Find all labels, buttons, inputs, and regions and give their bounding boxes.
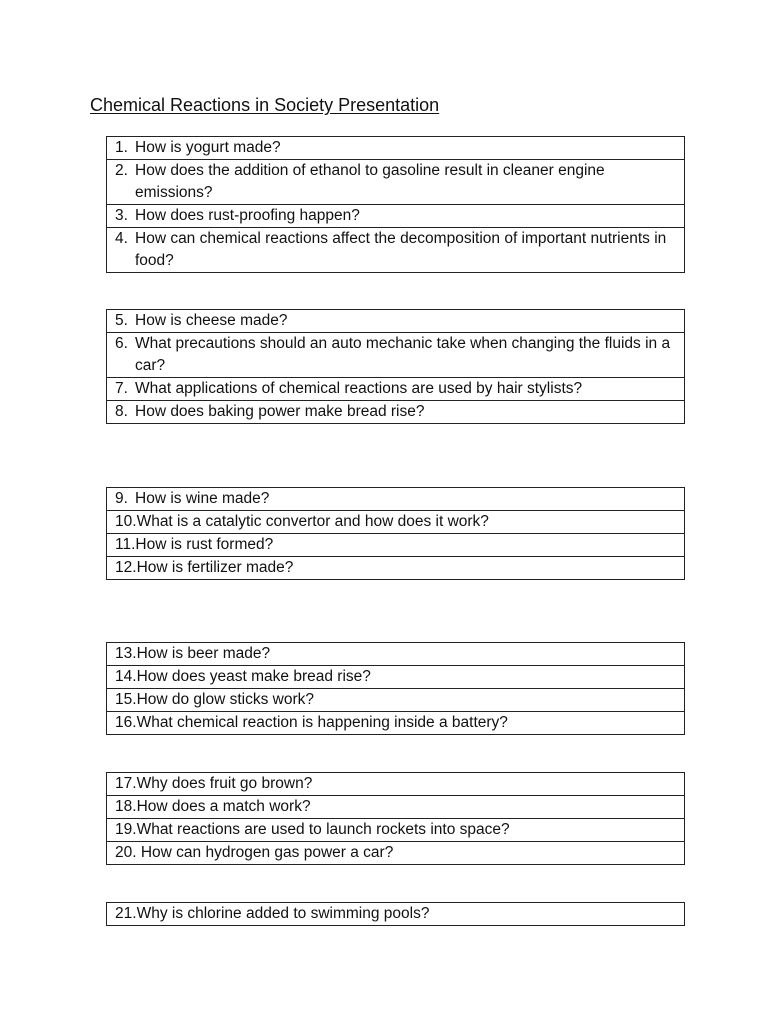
- question-number: 11.: [115, 536, 136, 553]
- question-number: 13.: [115, 645, 137, 662]
- question-row: [107, 773, 685, 796]
- page-title: Chemical Reactions in Society Presentation: [90, 95, 440, 115]
- question-number: 15.: [115, 691, 137, 708]
- question-cell: [107, 511, 685, 534]
- question-cell: [107, 773, 685, 796]
- question-text: How is cheese made?: [135, 312, 288, 329]
- question-table-1: [106, 136, 685, 273]
- question-number: 10.: [115, 513, 137, 530]
- question-cell: [107, 819, 685, 842]
- question-text: How does baking power make bread rise?: [135, 403, 425, 420]
- question-row: [107, 534, 685, 557]
- question-cell: [107, 712, 685, 735]
- question-number: 19.: [115, 821, 137, 838]
- question-row: [107, 842, 685, 865]
- question-text: Why does fruit go brown?: [136, 775, 313, 792]
- question-number: 3.: [115, 207, 128, 224]
- question-row: [107, 401, 685, 424]
- question-row: [107, 796, 685, 819]
- question-cell: [107, 228, 685, 273]
- question-cell: [107, 903, 685, 926]
- question-text: What precautions should an auto mechanic take when changing the fluids in a car?: [135, 335, 671, 374]
- question-cell: [107, 333, 685, 378]
- question-text: How is yogurt made?: [135, 139, 281, 156]
- question-cell: [107, 310, 685, 333]
- question-cell: [107, 205, 685, 228]
- question-row: [107, 378, 685, 401]
- question-text: How is fertilizer made?: [136, 559, 294, 576]
- question-table-3: [106, 487, 685, 580]
- question-number: 16.: [115, 714, 137, 731]
- question-number: 6.: [115, 335, 128, 352]
- question-row: [107, 557, 685, 580]
- question-number: 1.: [115, 139, 128, 156]
- question-row: [107, 333, 685, 378]
- question-text: How does the addition of ethanol to gasoline result in cleaner engine emissions?: [135, 162, 605, 201]
- question-text: How does rust-proofing happen?: [135, 207, 360, 224]
- question-number: 8.: [115, 403, 128, 420]
- question-text: How is beer made?: [136, 645, 271, 662]
- question-row: [107, 488, 685, 511]
- question-text: How do glow sticks work?: [136, 691, 315, 708]
- question-table-4: [106, 642, 685, 735]
- question-row: [107, 511, 685, 534]
- question-number: 2.: [115, 162, 128, 179]
- question-cell: [107, 378, 685, 401]
- question-text: How can hydrogen gas power a car?: [140, 844, 394, 861]
- question-row: [107, 160, 685, 205]
- question-row: [107, 712, 685, 735]
- question-number: 17.: [115, 775, 137, 792]
- question-number: 21.: [115, 905, 137, 922]
- question-number: 12.: [115, 559, 137, 576]
- question-row: [107, 228, 685, 273]
- question-number: 4.: [115, 230, 128, 247]
- question-cell: [107, 796, 685, 819]
- question-row: [107, 689, 685, 712]
- question-number: 14.: [115, 668, 137, 685]
- question-number: 20.: [115, 844, 141, 861]
- question-text: What chemical reaction is happening inside a battery?: [136, 714, 508, 731]
- question-text: How does yeast make bread rise?: [136, 668, 371, 685]
- question-text: How does a match work?: [136, 798, 311, 815]
- question-cell: [107, 401, 685, 424]
- question-cell: [107, 842, 685, 865]
- question-cell: [107, 137, 685, 160]
- question-row: [107, 310, 685, 333]
- question-text: How is wine made?: [135, 490, 270, 507]
- question-number: 18.: [115, 798, 137, 815]
- question-cell: [107, 534, 685, 557]
- question-row: [107, 819, 685, 842]
- question-text: How can chemical reactions affect the decomposition of important nutrients in food?: [135, 230, 667, 269]
- question-text: How is rust formed?: [135, 536, 274, 553]
- question-cell: [107, 689, 685, 712]
- question-cell: [107, 488, 685, 511]
- question-table-5: [106, 772, 685, 865]
- question-text: What is a catalytic convertor and how does it work?: [136, 513, 489, 530]
- question-number: 5.: [115, 312, 128, 329]
- question-row: [107, 643, 685, 666]
- question-cell: [107, 643, 685, 666]
- question-number: 7.: [115, 380, 128, 397]
- question-cell: [107, 160, 685, 205]
- question-table-2: [106, 309, 685, 424]
- question-text: What applications of chemical reactions are used by hair stylists?: [135, 380, 583, 397]
- question-row: [107, 137, 685, 160]
- question-text: Why is chlorine added to swimming pools?: [136, 905, 430, 922]
- question-row: [107, 666, 685, 689]
- question-cell: [107, 557, 685, 580]
- question-cell: [107, 666, 685, 689]
- question-row: [107, 205, 685, 228]
- question-table-6: [106, 902, 685, 926]
- question-row: [107, 903, 685, 926]
- question-text: What reactions are used to launch rockets into space?: [136, 821, 510, 838]
- question-number: 9.: [115, 490, 128, 507]
